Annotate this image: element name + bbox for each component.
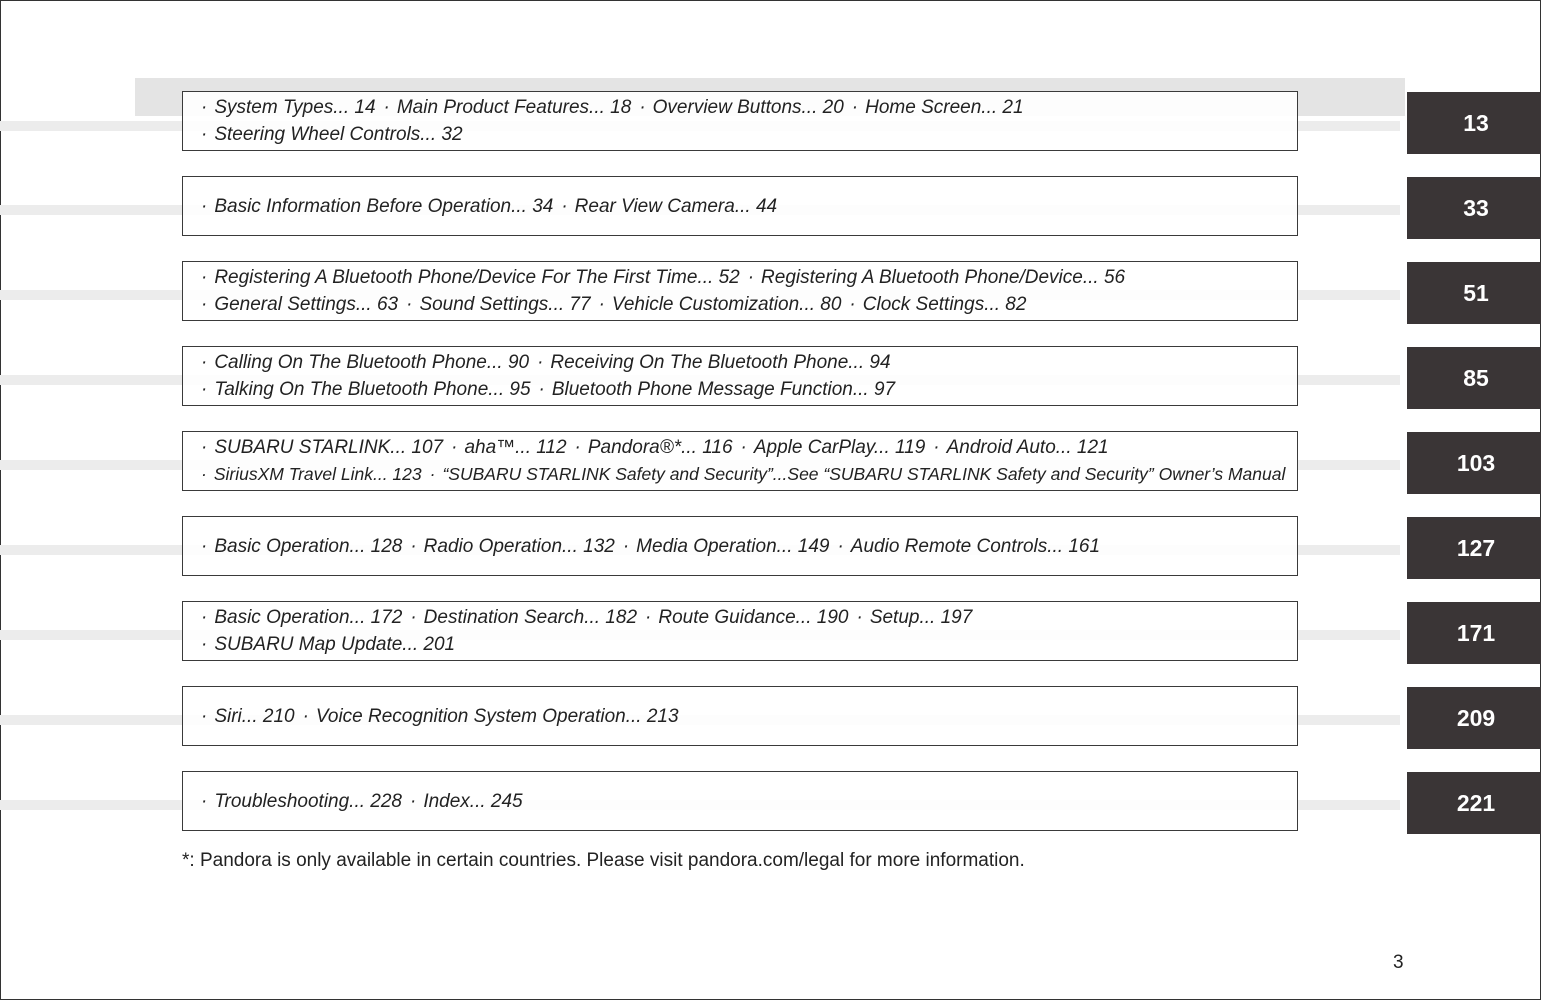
toc-entry[interactable]: · Audio Remote Controls... 161 bbox=[837, 536, 1100, 557]
toc-entry[interactable]: · Calling On The Bluetooth Phone... 90 bbox=[201, 352, 529, 373]
toc-line bbox=[201, 291, 1297, 318]
toc-entry[interactable]: · Pandora®*... 116 bbox=[575, 437, 733, 458]
toc-entry[interactable]: · Index... 245 bbox=[410, 791, 523, 812]
toc-line bbox=[201, 703, 1297, 730]
page-number: 3 bbox=[1393, 952, 1404, 973]
toc-entry[interactable]: · Talking On The Bluetooth Phone... 95 bbox=[201, 379, 531, 400]
toc-entry[interactable]: · Basic Operation... 172 bbox=[201, 607, 402, 628]
toc-entry[interactable]: · Voice Recognition System Operation... 213 bbox=[303, 706, 679, 727]
toc-entry[interactable]: · Main Product Features... 18 bbox=[384, 97, 632, 118]
toc-line bbox=[201, 264, 1297, 291]
section-tab[interactable]: 209 bbox=[1407, 687, 1541, 749]
toc-entry[interactable]: · Setup... 197 bbox=[856, 607, 972, 628]
section-tab[interactable]: 171 bbox=[1407, 602, 1541, 664]
toc-section-box bbox=[182, 431, 1298, 491]
section-tab[interactable]: 85 bbox=[1407, 347, 1541, 409]
toc-entry[interactable]: · Siri... 210 bbox=[201, 706, 295, 727]
toc-entry[interactable]: · General Settings... 63 bbox=[201, 294, 398, 315]
toc-line bbox=[201, 193, 1297, 220]
toc-entry[interactable]: · Steering Wheel Controls... 32 bbox=[201, 124, 463, 145]
toc-entry[interactable]: · Home Screen... 21 bbox=[852, 97, 1024, 118]
toc-section-box bbox=[182, 176, 1298, 236]
toc-entry[interactable]: · Sound Settings... 77 bbox=[406, 294, 590, 315]
toc-section-box bbox=[182, 686, 1298, 746]
toc-entry[interactable]: · Receiving On The Bluetooth Phone... 94 bbox=[537, 352, 890, 373]
toc-entry[interactable]: · Route Guidance... 190 bbox=[645, 607, 848, 628]
toc-entry[interactable]: · SUBARU Map Update... 201 bbox=[201, 634, 455, 655]
toc-section-box bbox=[182, 346, 1298, 406]
toc-entry[interactable]: · Basic Information Before Operation... 34 bbox=[201, 196, 553, 217]
toc-line bbox=[201, 94, 1297, 121]
toc-line bbox=[201, 604, 1297, 631]
toc-section-box bbox=[182, 91, 1298, 151]
toc-entry[interactable]: · Clock Settings... 82 bbox=[849, 294, 1026, 315]
toc-entry[interactable]: · Registering A Bluetooth Phone/Device For The First Time... 52 bbox=[201, 267, 740, 288]
toc-line bbox=[201, 533, 1297, 560]
toc-entry[interactable]: · Apple CarPlay... 119 bbox=[741, 437, 926, 458]
toc-entry[interactable]: · “SUBARU STARLINK Safety and Security”...See “SUBARU STARLINK Safety and Security” Owner’s Manual bbox=[430, 464, 1286, 484]
section-tab[interactable]: 33 bbox=[1407, 177, 1541, 239]
section-tab[interactable]: 13 bbox=[1407, 92, 1541, 154]
section-tab[interactable]: 221 bbox=[1407, 772, 1541, 834]
toc-entry[interactable]: · Vehicle Customization... 80 bbox=[599, 294, 842, 315]
toc-entry[interactable]: · aha™... 112 bbox=[451, 437, 566, 458]
toc-line bbox=[201, 788, 1297, 815]
toc-entry[interactable]: · Media Operation... 149 bbox=[623, 536, 830, 557]
section-tab[interactable]: 103 bbox=[1407, 432, 1541, 494]
toc-entry[interactable]: · SiriusXM Travel Link... 123 bbox=[201, 464, 422, 484]
toc-section-box bbox=[182, 516, 1298, 576]
toc-line bbox=[201, 631, 1297, 658]
footnote: *: Pandora is only available in certain countries. Please visit pandora.com/legal for more information. bbox=[182, 850, 1025, 871]
toc-entry[interactable]: · Radio Operation... 132 bbox=[410, 536, 615, 557]
toc-entry[interactable]: · Destination Search... 182 bbox=[410, 607, 637, 628]
toc-section-box bbox=[182, 601, 1298, 661]
toc-section-box bbox=[182, 771, 1298, 831]
toc-entry[interactable]: · Basic Operation... 128 bbox=[201, 536, 402, 557]
toc-entry[interactable]: · SUBARU STARLINK... 107 bbox=[201, 437, 443, 458]
toc-entry[interactable]: · Troubleshooting... 228 bbox=[201, 791, 402, 812]
toc-line bbox=[201, 434, 1297, 461]
toc-entry[interactable]: · Android Auto... 121 bbox=[933, 437, 1108, 458]
toc-entry[interactable]: · Overview Buttons... 20 bbox=[639, 97, 843, 118]
toc-entry[interactable]: · Rear View Camera... 44 bbox=[561, 196, 777, 217]
toc-line bbox=[201, 376, 1297, 403]
section-tab[interactable]: 51 bbox=[1407, 262, 1541, 324]
toc-entry[interactable]: · System Types... 14 bbox=[201, 97, 376, 118]
toc-section-box bbox=[182, 261, 1298, 321]
toc-entry[interactable]: · Bluetooth Phone Message Function... 97 bbox=[539, 379, 896, 400]
toc-line bbox=[201, 349, 1297, 376]
toc-line bbox=[201, 121, 1297, 148]
toc-line bbox=[201, 461, 1297, 488]
section-tab[interactable]: 127 bbox=[1407, 517, 1541, 579]
toc-entry[interactable]: · Registering A Bluetooth Phone/Device... 56 bbox=[748, 267, 1125, 288]
